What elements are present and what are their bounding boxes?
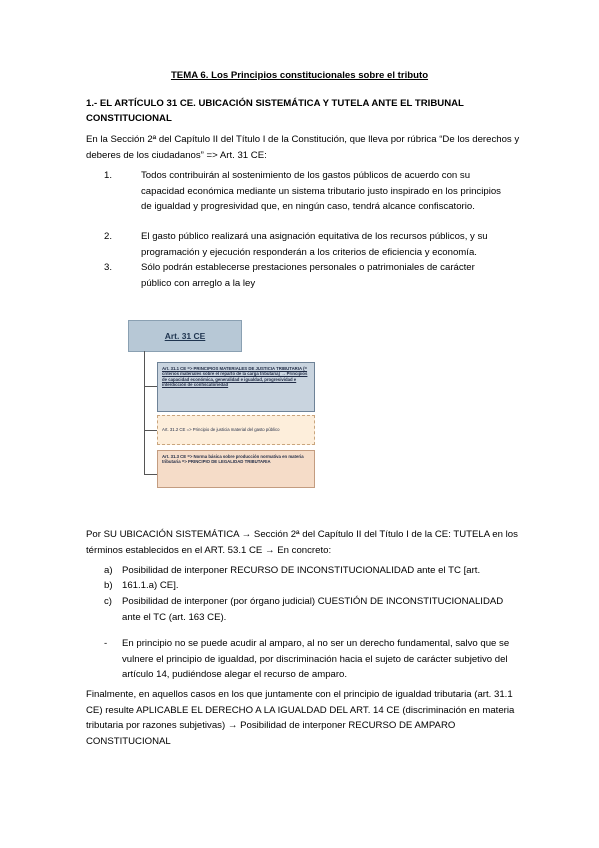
connector-branch	[144, 386, 157, 387]
box-text: Art. 31.1 CE => PRINCIPIOS MATERIALES DE JUSTICIA TRIBUTARIA (= criterios materiales sobre el reparto de la carga tributaria) → Principios de capacidad económica, generalidad e igualdad, progresividad e interdicción de confiscatoriedad	[162, 366, 308, 387]
list-number: 2.	[104, 231, 113, 242]
dash-item-text: En principio no se puede acudir al amparo, al no ser un derecho fundamental, salvo que se vulnere el principio de igualdad, por discriminación hacia el sujeto de carácter subjetivo del artículo 14, pudiéndose alegar el recurso de amparo.	[122, 638, 510, 680]
section-heading: 1.- EL ARTÍCULO 31 CE. UBICACIÓN SISTEMÁTICA Y TUTELA ANTE EL TRIBUNAL CONSTITUCIONAL	[86, 98, 464, 124]
box-text: Art. 31.3 CE => Norma básica sobre producción normativa en materia tributaria => PRINCIPIO DE LEGALIDAD TRIBUTARIA	[162, 454, 304, 465]
box-text: Art. 31.2 CE => Principio de justicia material del gasto público	[162, 427, 280, 433]
list-letter: a)	[104, 565, 113, 576]
list-letter: c)	[104, 596, 112, 607]
art31-diagram	[128, 318, 308, 490]
list-item-text: 161.1.a) CE].	[122, 580, 179, 591]
intro-paragraph: En la Sección 2ª del Capítulo II del Título I de la Constitución, que lleva por rúbrica “De los derechos y deberes de los ciudadanos” => Art. 31 CE:	[86, 134, 520, 161]
list-item-text: Posibilidad de interponer (por órgano judicial) CUESTIÓN DE INCONSTITUCIONALIDAD ante el TC (art. 163 CE).	[122, 596, 504, 623]
diagram-box-31-2	[157, 415, 315, 445]
diagram-box-31-3	[157, 450, 315, 488]
dash-bullet: -	[104, 638, 108, 649]
diagram-head: Art. 31 CE	[128, 320, 242, 352]
list-item-text: Posibilidad de interponer RECURSO DE INCONSTITUCIONALIDAD ante el TC [art.	[122, 565, 481, 576]
list-number: 3.	[104, 262, 113, 273]
diagram-box-31-1	[157, 362, 315, 412]
document-title: TEMA 6. Los Principios constitucionales sobre el tributo	[170, 70, 429, 81]
list-item-text: El gasto público realizará una asignación equitativa de los recursos públicos, y su programación y ejecución responderán a los criterios de eficiencia y economía.	[141, 231, 488, 258]
list-item-text: Sólo podrán establecerse prestaciones personales o patrimoniales de carácter público con arreglo a la ley	[141, 262, 475, 289]
connector-line	[144, 351, 145, 475]
connector-branch	[144, 430, 157, 431]
final-paragraph: Finalmente, en aquellos casos en los que juntamente con el principio de igualdad tributaria (art. 31.1 CE) resulte APLICABLE EL DERECHO A LA IGUALDAD DEL ART. 14 CE (discriminación en materia tributaria por razones subjetivas) → Posibilidad de interponer RECURSO DE AMPARO CONSTITUCIONAL	[86, 689, 515, 747]
connector-branch	[144, 474, 157, 475]
list-item-text: Todos contribuirán al sostenimiento de los gastos públicos de acuerdo con su capacidad económica mediante un sistema tributario justo inspirado en los principios de igualdad y progresividad que, en ningún caso, tendrá alcance confiscatorio.	[141, 170, 501, 212]
ubicacion-paragraph: Por SU UBICACIÓN SISTEMÁTICA → Sección 2ª del Capítulo II del Título I de la CE: TUTELA en los términos establecidos en el ART. 53.1 CE → En concreto:	[86, 529, 518, 556]
list-letter: b)	[104, 580, 113, 591]
list-number: 1.	[104, 170, 113, 181]
